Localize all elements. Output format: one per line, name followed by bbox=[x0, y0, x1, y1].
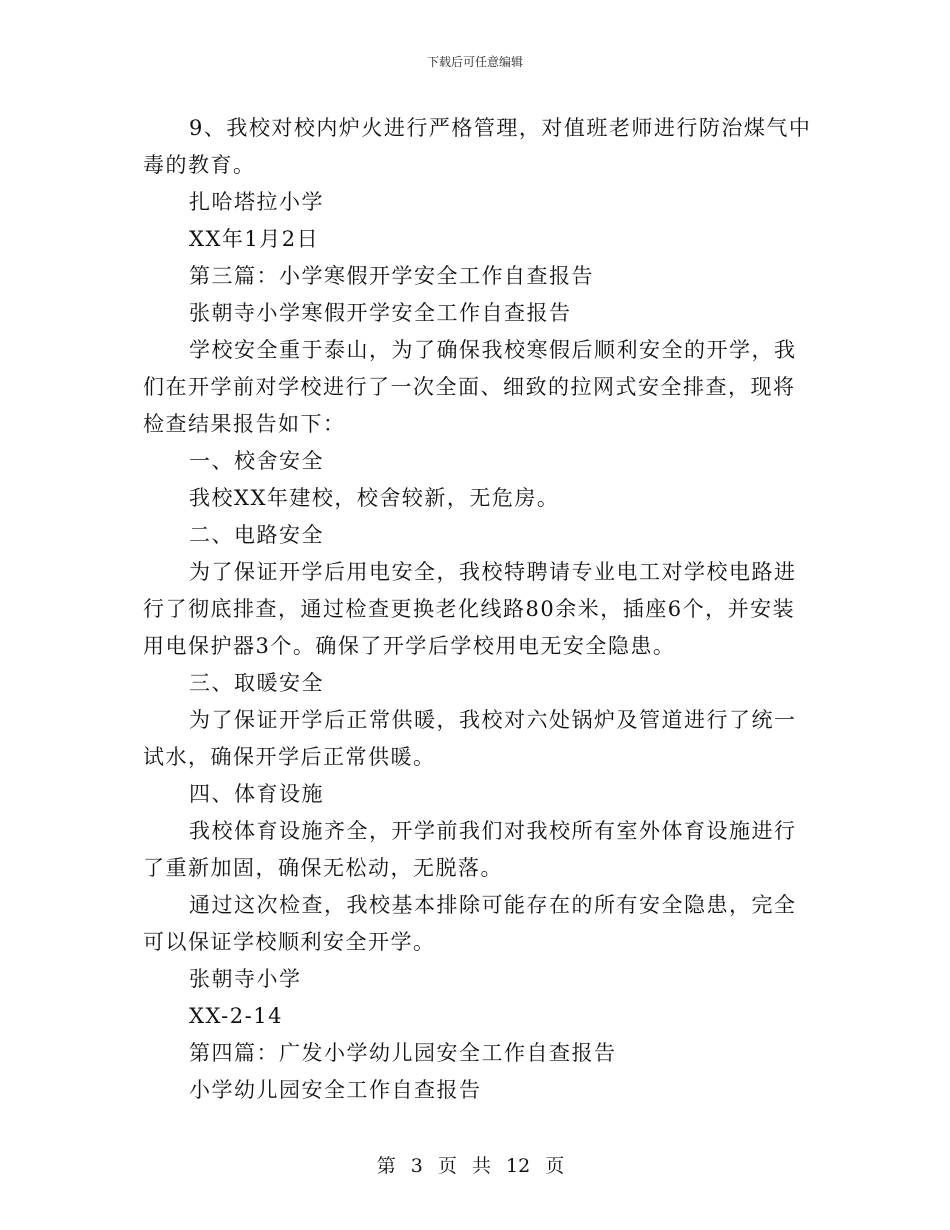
footer-prefix: 第 bbox=[376, 1155, 396, 1177]
paragraph: 9、我校对校内炉火进行严格管理，对值班老师进行防治煤气中毒的教育。 bbox=[143, 116, 812, 177]
paragraph: 第三篇：小学寒假开学安全工作自查报告 bbox=[189, 264, 594, 288]
paragraph: 通过这次检查，我校基本排除可能存在的所有安全隐患，完全可以保证学校顺利安全开学。 bbox=[143, 893, 797, 954]
paragraph: 二、电路安全 bbox=[189, 523, 324, 547]
total-page-count: 12 bbox=[506, 1155, 531, 1177]
paragraph: 扎哈塔拉小学 bbox=[189, 190, 324, 214]
paragraph: 我校XX年建校，校舍较新，无危房。 bbox=[189, 486, 560, 510]
paragraph: XX-2-14 bbox=[189, 1004, 283, 1028]
paragraph: 张朝寺小学 bbox=[189, 967, 302, 991]
footer-page-word: 页 bbox=[437, 1155, 457, 1177]
paragraph: 一、校舍安全 bbox=[189, 449, 324, 473]
page-header-note: 下载后可任意编辑 bbox=[426, 55, 523, 69]
paragraph: 小学幼儿园安全工作自查报告 bbox=[189, 1078, 482, 1102]
document-body bbox=[143, 110, 813, 1109]
footer-suffix: 页 bbox=[545, 1155, 565, 1177]
paragraph: 学校安全重于泰山，为了确保我校寒假后顺利安全的开学，我们在开学前对学校进行了一次全面、细致的拉网式安全排查，现将检查结果报告如下： bbox=[143, 338, 797, 436]
page-footer bbox=[0, 1154, 950, 1178]
paragraph: XX年1月2日 bbox=[189, 227, 320, 251]
paragraph: 四、体育设施 bbox=[189, 782, 324, 806]
paragraph: 为了保证开学后正常供暖，我校对六处锅炉及管道进行了统一试水，确保开学后正常供暖。 bbox=[143, 708, 797, 769]
paragraph: 三、取暖安全 bbox=[189, 671, 324, 695]
paragraph: 张朝寺小学寒假开学安全工作自查报告 bbox=[189, 301, 572, 325]
paragraph: 第四篇：广发小学幼儿园安全工作自查报告 bbox=[189, 1041, 617, 1065]
paragraph: 我校体育设施齐全，开学前我们对我校所有室外体育设施进行了重新加固，确保无松动，无脱落。 bbox=[143, 819, 797, 880]
paragraph: 为了保证开学后用电安全，我校特聘请专业电工对学校电路进行了彻底排查，通过检查更换老化线路80余米，插座6个，并安装用电保护器3个。确保了开学后学校用电无安全隐患。 bbox=[143, 560, 797, 658]
footer-total-word: 共 bbox=[471, 1155, 491, 1177]
current-page-number: 3 bbox=[410, 1155, 423, 1177]
